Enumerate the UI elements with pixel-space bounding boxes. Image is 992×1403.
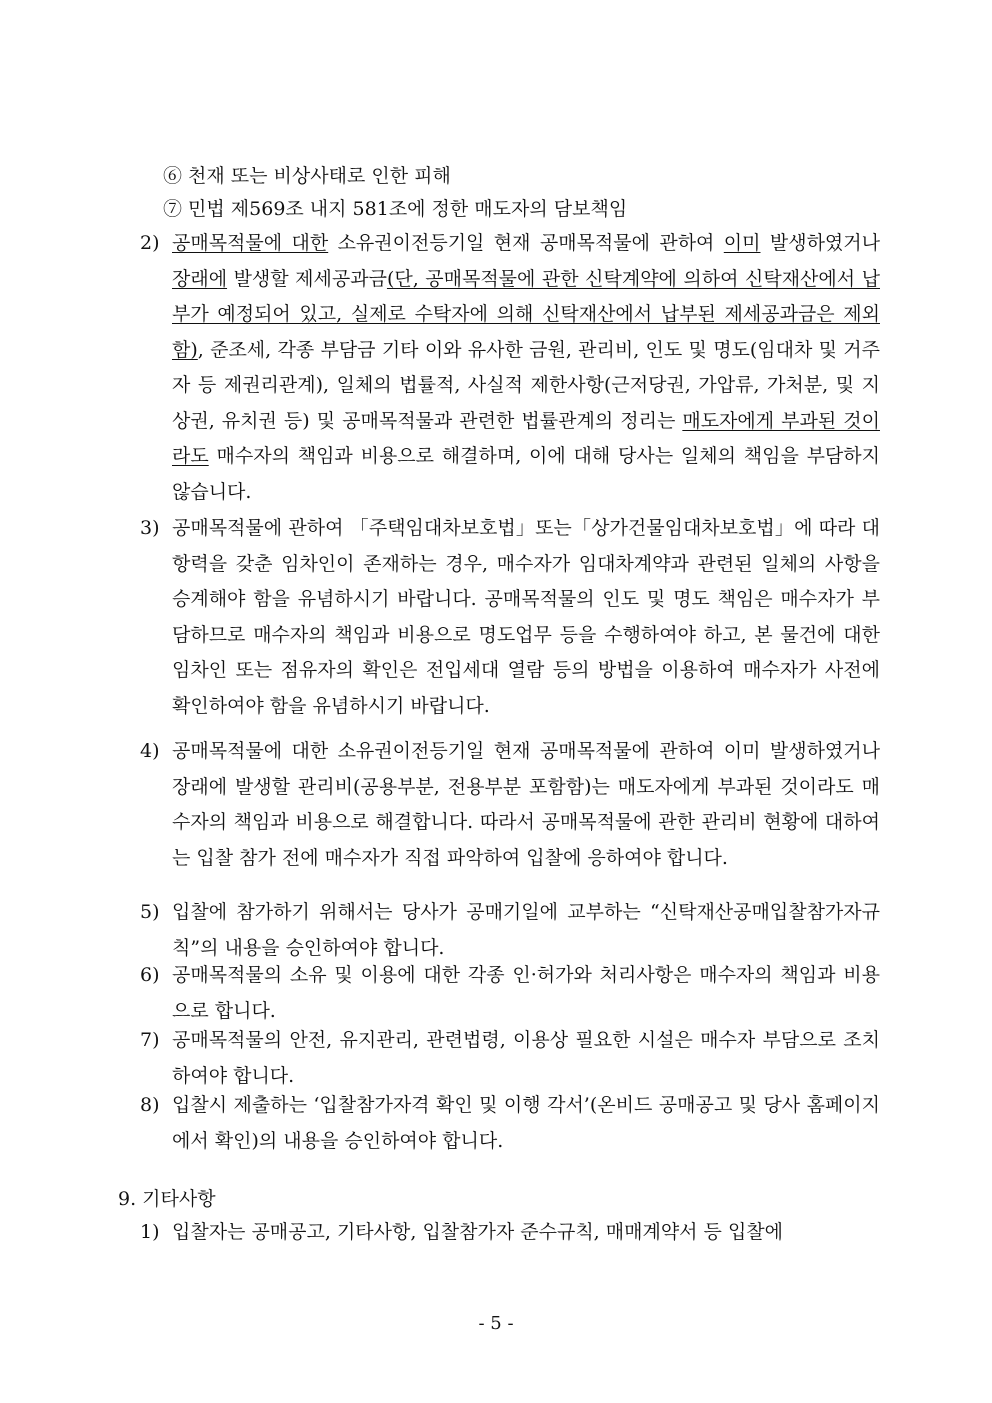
item-number: 3) <box>140 517 160 539</box>
section-9-item-1 <box>140 1215 880 1251</box>
item-body: 입찰자는 공매공고, 기타사항, 입찰참가자 준수규칙, 매매계약서 등 입찰에 <box>172 1221 784 1243</box>
underlined-text: (단, 공매목적물에 관한 신탁계약에 의하여 신탁재산에서 납부가 예정되어 있고, 실제로 수탁자에 의해 신탁재산에서 납부된 제세공과금은 제외함) <box>172 267 880 361</box>
body-text: 발생하였거나 <box>760 232 880 254</box>
item-number: 5) <box>140 901 160 923</box>
item-body: 공매목적물에 대한 소유권이전등기일 현재 공매목적물에 관하여 이미 발생하였거나 장래에 발생할 관리비(공용부분, 전용부분 포함함)는 매도자에게 부과된 것이라도 매수자의 책임과 비용으로 해결합니다. 따라서 공매목적물에 관한 관리비 현황에 대하여는 입찰 참가 전에 매수자가 직접 파악하여 입찰에 응하여야 합니다. <box>172 740 880 869</box>
item-body: 공매목적물에 관하여 「주택임대차보호법」또는「상가건물임대차보호법」에 따라 대항력을 갖춘 임차인이 존재하는 경우, 매수자가 임대차계약과 관련된 일체의 사항을 승계해야 함을 유념하시기 바랍니다. 공매목적물의 인도 및 명도 책임은 매수자가 부담하므로 매수자의 책임과 비용으로 명도업무 등을 수행하여야 하고, 본 물건에 대한 임차인 또는 점유자의 확인은 전입세대 열람 등의 방법을 이용하여 매수자가 사전에 확인하여야 함을 유념하시기 바랍니다. <box>172 517 880 717</box>
item-7 <box>140 1023 880 1094</box>
body-text: 매수자의 책임과 비용으로 해결하며, 이에 대해 당사는 일체의 책임을 부담하지 않습니다. <box>172 445 880 503</box>
body-text: , 준조세, 각종 부담금 기타 이와 유사한 금원, 관리비, 인도 및 명도(임대차 및 거주자 등 제권리관계), 일체의 법률적, 사실적 제한사항(근저당권, 가압류, 가처분, 및 지상권, 유치권 등) 및 공매목적물과 관련한 법률관계의 정리는 <box>172 338 880 432</box>
item-2 <box>140 226 880 510</box>
item-4 <box>140 734 880 876</box>
underlined-text: 이미 <box>723 232 761 254</box>
sub-item-7: ⑦ 민법 제569조 내지 581조에 정한 매도자의 담보책임 <box>163 198 628 220</box>
sub-item-6: ⑥ 천재 또는 비상사태로 인한 피해 <box>163 165 451 187</box>
page-number: - 5 - <box>478 1313 514 1334</box>
item-body: 입찰에 참가하기 위해서는 당사가 공매기일에 교부하는 “신탁재산공매입찰참가자규칙”의 내용을 승인하여야 합니다. <box>172 901 880 959</box>
item-number: 8) <box>140 1094 160 1116</box>
body-text: 소유권이전등기일 현재 공매목적물에 관하여 <box>328 232 724 254</box>
item-3 <box>140 511 880 724</box>
item-number: 6) <box>140 964 160 986</box>
item-body: 공매목적물의 안전, 유지관리, 관련법령, 이용상 필요한 시설은 매수자 부담으로 조치하여야 합니다. <box>172 1029 880 1087</box>
item-number: 7) <box>140 1029 160 1051</box>
underlined-text: 공매목적물에 대한 <box>172 232 329 254</box>
item-body: 공매목적물의 소유 및 이용에 대한 각종 인·허가와 처리사항은 매수자의 책임과 비용으로 합니다. <box>172 964 880 1022</box>
underlined-text: 장래에 <box>172 267 228 290</box>
item-number: 1) <box>140 1221 160 1243</box>
item-body <box>172 226 880 510</box>
item-number: 2) <box>140 232 160 254</box>
item-5 <box>140 895 880 966</box>
body-text: 발생할 제세공과금 <box>227 267 387 290</box>
item-6 <box>140 958 880 1029</box>
underlined-text: 매도자에게 부과된 것이라도 <box>172 409 880 467</box>
item-body: 입찰시 제출하는 ‘입찰참가자격 확인 및 이행 각서’(온비드 공매공고 및 당사 홈페이지에서 확인)의 내용을 승인하여야 합니다. <box>172 1094 880 1152</box>
item-8 <box>140 1088 880 1159</box>
item-number: 4) <box>140 740 160 762</box>
section-9-heading: 9. 기타사항 <box>118 1188 216 1210</box>
